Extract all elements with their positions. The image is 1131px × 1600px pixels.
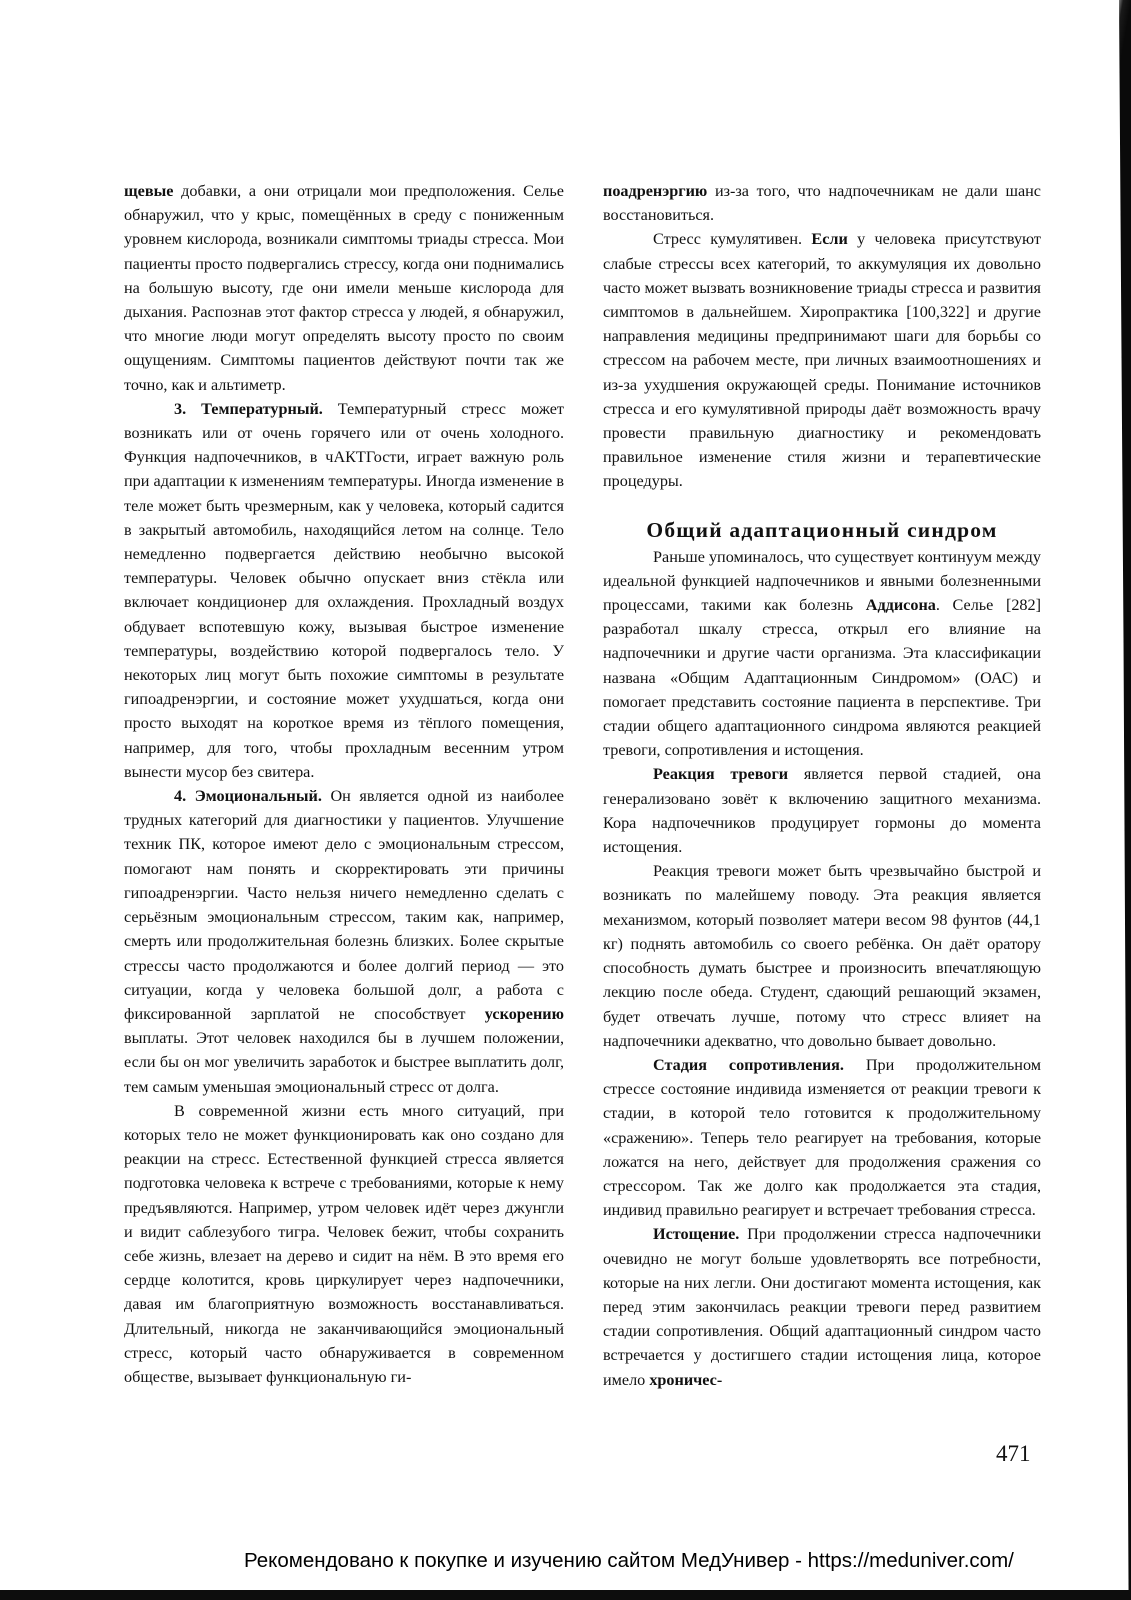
paragraph-exhaustion <box>603 1222 1041 1391</box>
bold-word: щевые <box>124 182 174 200</box>
right-column <box>603 179 1041 1392</box>
bold-word: поадренэргию <box>603 182 708 200</box>
paragraph <box>124 1099 564 1389</box>
scan-edge-right <box>1101 0 1131 1600</box>
left-column <box>124 179 564 1389</box>
paragraph <box>603 179 1041 227</box>
paragraph-text: . Селье [282] разработал шкалу стресса, открыл его влияние на надпочечники и другие части организма. Эта классификации названа «Общим Адаптационным Синдромом» (ОАС) и помогает представить состояние пациента в перспективе. Три стадии общего адаптационного синдрома являются реакцией тревоги, сопротивления и истощения. <box>603 596 1042 760</box>
paragraph <box>603 859 1041 1053</box>
paragraph-resistance-stage <box>603 1053 1041 1222</box>
paragraph-text: Стресс кумулятивен. <box>653 230 812 249</box>
paragraph-text: Температурный стресс может возникать или от очень горячего или от очень холодного. Функция надпочечников, в чАКТГости, играет важную роль при адаптации к изменениям температуры. Иногда изменение в теле может быть чрезмерным, как у человека, который садится в закрытый автомобиль, находящийся летом на солнце. Тело немедленно подвергается действию необычно высокой температуры. Человек обычно опускает вниз стёкла или включает кондиционер для охлаждения. Прохладный воздух обдувает вспотевшую кожу, вызывая быстрое изменение температуры, воздействию которой подвергалось тело. У некоторых лиц могут быть похожие симптомы в результате гипоадренэргии, и состояние может ухудшаться, когда они просто выходят на короткое время из тёплого помещения, например, для того, чтобы прохладным весенним утром вынести мусор без свитера. <box>124 399 564 781</box>
paragraph-text: у человека присутствуют слабые стрессы всех категорий, то аккумуляция их довольно часто может вызвать возникновение триады стресса и развития симптомов в дальнейшем. Хиропрактика [100,322] и другие направления медицины предпринимают шаги для борьбы со стрессом на рабочем месте, при личных взаимоотношениях и из-за ухудшения окружающей среды. Понимание источников стресса и его кумулятивной природы даёт возможность врачу провести правильную диагностику и рекомендовать правильное изменение стиля жизни и терапевтические процедуры. <box>603 230 1041 491</box>
paragraph-text: В современной жизни есть много ситуаций, при которых тело не может функционировать как оно создано для реакции на стресс. Естественной функцией стресса является подготовка человека к встрече с требованиями, которые к нему предъявляются. Например, утром человек идёт через джунгли и видит саблезубого тигра. Человек бежит, чтобы сохранить себе жизнь, влезает на дерево и сидит на нём. В это время его сердце колотится, кровь циркулирует через надпочечники, давая им благоприятную возможность восстанавливаться. Длительный, никогда не заканчивающийся эмоциональный стресс, который часто обнаруживается в современном обществе, вызывает функциональную ги- <box>124 1101 564 1386</box>
paragraph-text: При продолжении стресса надпочечники очевидно не могут больше удовлетворять все потребности, которые на них легли. Они достигают момента истощения, как перед этим закончилась реакции тревоги перед развитием стадии сопротивления. Общий адаптационный синдром часто встречается у достигшего стадии истощения лица, которое имело <box>603 1225 1041 1389</box>
paragraph-text: Он является одной из наиболее трудных категорий для диагностики у пациентов. Улучшение техник ПК, которое имеют дело с эмоциональным стрессом, помогают нам понять и скорректировать эти причины гипоадренэргии. Часто нельзя ничего немедленно сделать с серьёзным эмоциональным стрессом, таким как, например, смерть или продолжительная болезнь близких. Более скрытые стрессы часто продолжаются и более долгий период — это ситуации, когда у человека большой долг, а работа с фиксированной зарплатой не способствует <box>124 787 564 1023</box>
paragraph-text: является первой стадией, она генерализовано зовёт к включению защитного механизма. Кора надпочечников продуцирует гормоны до момента истощения. <box>603 765 1041 857</box>
paragraph-text: Реакция тревоги может быть чрезвычайно быстрой и возникать по малейшему поводу. Эта реакция является механизмом, который позволяет матери весом 98 фунтов (44,1 кг) поднять автомобиль со своего ребёнка. Он даёт оратору способность думать быстрее и произносить впечатляющую лекцию после обеда. Студент, сдающий решающий экзамен, будет отвечать лучше, потому что стресс влияет на надпочечники адекватно, что довольно бывает довольно. <box>603 862 1041 1050</box>
bold-word: хроничес- <box>649 1370 723 1389</box>
bold-word: Если <box>811 230 848 249</box>
paragraph <box>603 545 1041 763</box>
paragraph-text: добавки, а они отрицали мои предположения. Селье обнаружил, что у крыс, помещённых в среду с пониженным уровнем кислорода, возникали симптомы триады стресса. Мои пациенты просто подвергались стрессу, когда они поднимались на большую высоту, где они имели меньше кислорода для дыхания. Распознав этот фактор стресса у людей, я обнаружил, что многие люди могут определять высоту просто по своим ощущениям. Симптомы пациентов действуют почти так же точно, как и альтиметр. <box>124 182 564 394</box>
paragraph-text: Раньше упоминалось, что существует континуум между идеальной функцией надпочечников и явными болезненными процессами, такими как болезнь <box>603 547 1041 615</box>
bold-word: ускорению <box>484 1004 564 1023</box>
section-title: Общий адаптационный синдром <box>646 517 998 542</box>
paragraph <box>124 179 564 397</box>
paragraph-heading: Реакция тревоги <box>653 765 789 784</box>
paragraph <box>603 227 1041 493</box>
paragraph-text: При продолжительном стрессе состояние индивида изменяется от реакции тревоги к стадии, в которой тело готовится к продолжительному «сражению». Теперь тело реагирует на требования, которые ложатся на него, действует для продолжения сражения со стрессором. Так же долго как продолжается эта стадия, индивид правильно реагирует и встречает требования стресса. <box>603 1055 1041 1220</box>
paragraph-emotional <box>124 784 564 1099</box>
scan-edge-bottom <box>0 1590 1131 1600</box>
footer-recommendation: Рекомендовано к покупке и изучению сайтом МедУнивер - https://meduniver.com/ <box>244 1549 1014 1572</box>
paragraph-text: из-за того, что надпочечникам не дали шанс восстановиться. <box>603 182 1041 225</box>
paragraph-temperature <box>124 397 564 784</box>
paragraph-heading: Стадия сопротивления. <box>653 1055 844 1074</box>
page-number: 471 <box>996 1441 1031 1466</box>
paragraph-heading: 3. Температурный. <box>174 399 323 418</box>
paragraph-alarm-reaction <box>603 762 1041 859</box>
paragraph-heading: Истощение. <box>653 1225 740 1244</box>
paragraph-heading: 4. Эмоциональный. <box>174 787 322 806</box>
paragraph-text: выплаты. Этот человек находился бы в лучшем положении, если бы он мог увеличить заработок и быстрее выплатить долг, тем самым уменьшая эмоциональный стресс от долга. <box>124 1029 564 1096</box>
bold-word: Аддисона <box>865 596 936 615</box>
